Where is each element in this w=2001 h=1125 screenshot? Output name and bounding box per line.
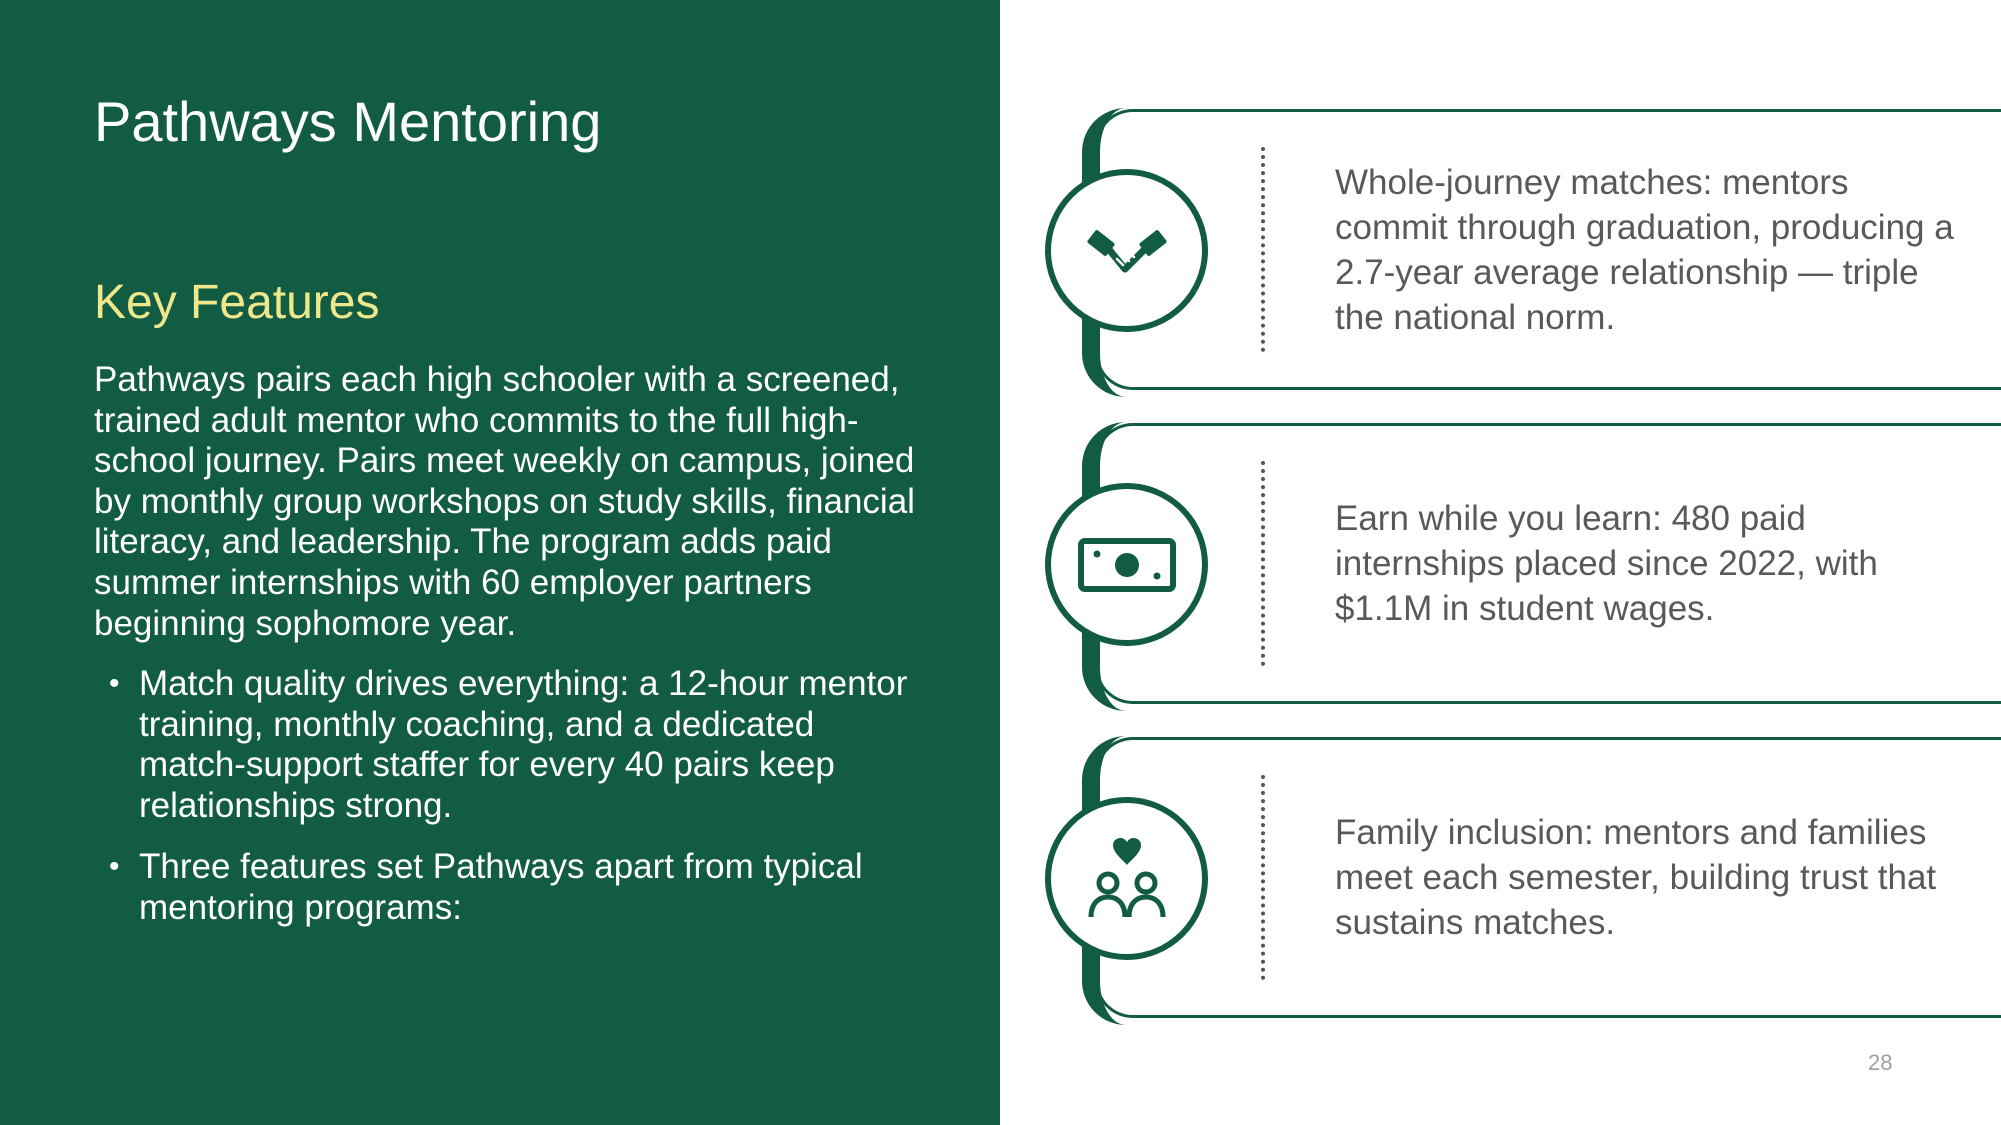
feature-card bbox=[1095, 423, 2001, 704]
dotted-divider bbox=[1261, 147, 1265, 352]
money-icon bbox=[1077, 535, 1177, 595]
feature-text: Earn while you learn: 480 paid internships placed since 2022, with $1.1M in student wages. bbox=[1335, 499, 1878, 628]
intro-paragraph: Pathways pairs each high schooler with a screened, trained adult mentor who commits to the full high-school journey. Pairs meet weekly on campus, joined by monthly group workshops on study skills, financial literacy, and leadership. The program adds paid summer internships with 60 employer partners beginning sophomore year. bbox=[94, 360, 915, 643]
page-number: 28 bbox=[1868, 1050, 1893, 1075]
bullet-list bbox=[94, 664, 924, 950]
bullet-text: Match quality drives everything: a 12-hour mentor training, monthly coaching, and a dedicated match-support staffer for every 40 pairs keep relationships strong. bbox=[139, 664, 908, 825]
feature-text: Whole-journey matches: mentors commit through graduation, producing a 2.7-year average relationship — triple the national norm. bbox=[1335, 162, 1954, 337]
bullet-text: Three features set Pathways apart from typical mentoring programs: bbox=[139, 847, 863, 927]
feature-card bbox=[1095, 109, 2001, 390]
bullet-marker: • bbox=[109, 667, 120, 700]
feature-text: Family inclusion: mentors and families meet each semester, building trust that sustains matches. bbox=[1335, 813, 1937, 942]
bullet-item bbox=[94, 847, 924, 928]
feature-icon-badge bbox=[1045, 169, 1208, 332]
bullet-marker: • bbox=[109, 850, 120, 884]
dotted-divider bbox=[1261, 461, 1265, 666]
family-heart-icon bbox=[1079, 831, 1175, 927]
feature-icon-badge bbox=[1045, 797, 1208, 960]
feature-icon-badge bbox=[1045, 483, 1208, 646]
bullet-item bbox=[94, 664, 924, 826]
feature-card bbox=[1095, 737, 2001, 1018]
left-panel bbox=[0, 0, 1000, 1125]
dotted-divider bbox=[1261, 775, 1265, 980]
slide-title: Pathways Mentoring bbox=[94, 90, 602, 153]
section-heading: Key Features bbox=[94, 276, 380, 329]
handshake-icon bbox=[1087, 211, 1167, 291]
